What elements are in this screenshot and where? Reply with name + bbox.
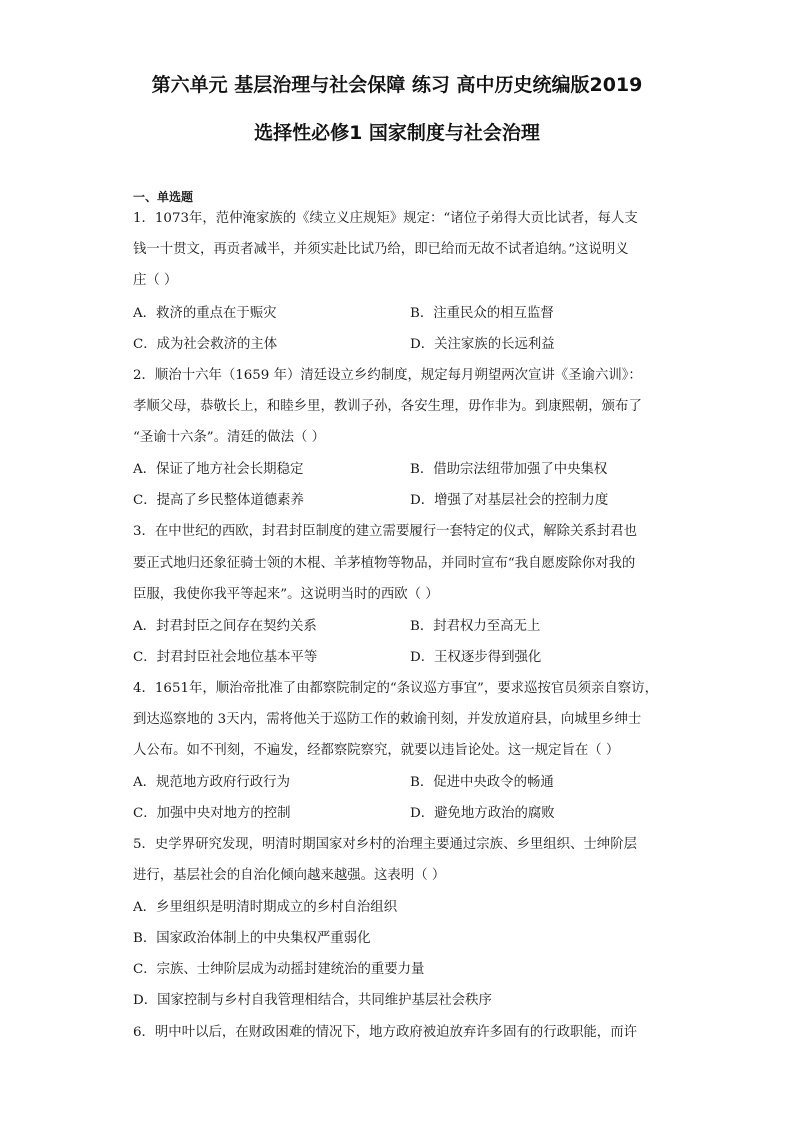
document-title-line2: 选择性必修1 国家制度与社会治理 xyxy=(254,122,540,144)
question-3-line-2: 要正式地归还象征骑士领的木棍、羊茅植物等物品，并同时宣布“我自愿废除你对我的 xyxy=(133,556,636,571)
question-3-option-b: B．封君权力至高无上 xyxy=(410,619,541,634)
question-4-line-1: 4．1651年，顺治帝批准了由都察院制定的“条议巡方事宜”，要求巡按官员须亲自察访， xyxy=(133,681,658,696)
question-1-option-a: A．救济的重点在于赈灾 xyxy=(133,306,277,321)
question-1-option-d: D．关注家族的长远利益 xyxy=(410,337,555,352)
question-5-option-b: B．国家政治体制上的中央集权严重弱化 xyxy=(133,931,371,946)
question-5-option-d: D．国家控制与乡村自我管理相结合，共同维护基层社会秩序 xyxy=(133,993,492,1008)
question-3-line-1: 3．在中世纪的西欧，封君封臣制度的建立需要履行一套特定的仪式，解除关系封君也 xyxy=(133,524,637,539)
question-4-option-d: D．避免地方政治的腐败 xyxy=(410,806,555,821)
question-1-option-b: B．注重民众的相互监督 xyxy=(410,306,554,321)
question-5-line-2: 进行，基层社会的自治化倾向越来越强。这表明（ ） xyxy=(133,868,446,883)
question-5-option-c: C．宗族、士绅阶层成为动摇封建统治的重要力量 xyxy=(133,962,425,977)
question-2-line-3: “圣谕十六条”。清廷的做法（ ） xyxy=(133,430,326,445)
question-1-line-3: 庄（ ） xyxy=(133,273,178,288)
question-1-line-1: 1．1073年，范仲淹家族的《续立义庄规矩》规定：“诸位子弟得大贡比试者，每人支 xyxy=(133,211,638,226)
question-4-line-2: 到达巡察地的 3天内，需将他关于巡防工作的敕谕刊刻，并发放道府县，向城里乡绅士 xyxy=(133,712,642,727)
question-3-line-3: 臣服，我使你我平等起来”。这说明当时的西欧（ ） xyxy=(133,587,439,602)
question-2-option-a: A．保证了地方社会长期稳定 xyxy=(133,462,304,477)
question-2-option-b: B．借助宗法纽带加强了中央集权 xyxy=(410,462,608,477)
question-3-option-d: D．王权逐步得到强化 xyxy=(410,650,542,665)
question-6-line-1: 6．明中叶以后，在财政困难的情况下，地方政府被迫放弃许多固有的行政职能，而许 xyxy=(133,1025,637,1040)
question-2-option-d: D．增强了对基层社会的控制力度 xyxy=(410,493,609,508)
question-4-line-3: 人公布。如不刊刻，不遍发，经都察院察究，就要以违旨论处。这一规定旨在（ ） xyxy=(133,743,620,758)
question-4-option-c: C．加强中央对地方的控制 xyxy=(133,806,291,821)
question-5-line-1: 5．史学界研究发现，明清时期国家对乡村的治理主要通过宗族、乡里组织、士绅阶层 xyxy=(133,837,637,852)
question-2-line-2: 孝顺父母，恭敬长上，和睦乡里，教训子孙，各安生理，毋作非为。到康熙朝，颁布了 xyxy=(133,399,642,414)
question-1-line-2: 钱一十贯文，再贡者减半，并须实赴比试乃给，即已给而无故不试者追纳。”这说明义 xyxy=(133,242,629,257)
question-4-option-b: B．促进中央政令的畅通 xyxy=(410,775,554,790)
question-4-option-a: A．规范地方政府行政行为 xyxy=(133,775,290,790)
question-3-option-c: C．封君封臣社会地位基本平等 xyxy=(133,650,318,665)
question-1-option-c: C．成为社会救济的主体 xyxy=(133,337,278,352)
question-5-option-a: A．乡里组织是明清时期成立的乡村自治组织 xyxy=(133,900,398,915)
question-3-option-a: A．封君封臣之间存在契约关系 xyxy=(133,619,317,634)
document-title-line1: 第六单元 基层治理与社会保障 练习 高中历史统编版2019 xyxy=(151,74,643,96)
question-2-option-c: C．提高了乡民整体道德素养 xyxy=(133,493,304,508)
section-heading: 一、单选题 xyxy=(133,190,194,204)
question-2-line-1: 2．顺治十六年（1659 年）清廷设立乡约制度，规定每月朔望两次宣讲《圣谕六训》： xyxy=(133,368,642,383)
